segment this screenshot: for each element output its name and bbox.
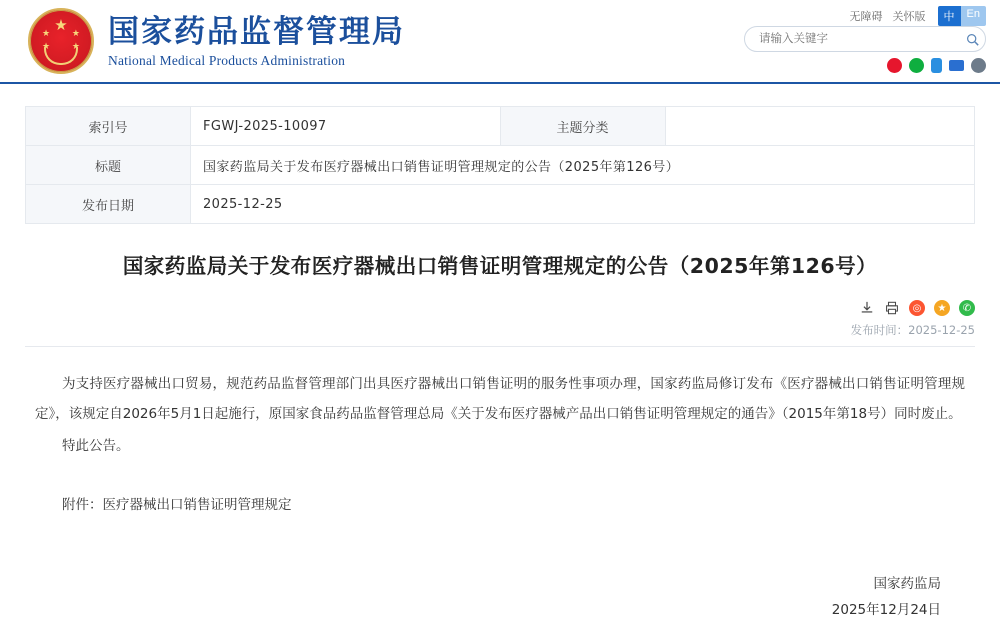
table-row — [26, 146, 975, 185]
search-icon[interactable] — [959, 26, 985, 52]
publish-time: 发布时间：2025-12-25 — [850, 323, 975, 337]
emblem-star-3: ★ — [42, 41, 51, 51]
document-meta-table — [25, 106, 975, 224]
agency-name-en: National Medical Products Administration — [108, 52, 346, 68]
site-header — [0, 0, 1000, 84]
download-icon[interactable] — [859, 300, 875, 316]
emblem-star-main: ★ — [54, 17, 68, 34]
emblem-gear-icon — [44, 47, 78, 65]
attachment-link[interactable]: 医疗器械出口销售证明管理规定 — [102, 497, 292, 513]
user-icon[interactable] — [971, 58, 986, 73]
site-brand[interactable] — [28, 8, 405, 74]
header-utility-links — [840, 6, 986, 26]
meta-value-category — [665, 107, 975, 146]
page-content — [0, 106, 1000, 623]
attachment-label: 附件： — [62, 497, 103, 513]
social-links — [887, 58, 986, 73]
mobile-icon[interactable] — [931, 58, 942, 73]
meta-value-index: FGWJ-2025-10097 — [191, 107, 501, 146]
brand-text — [108, 14, 405, 69]
meta-value-date: 2025-12-25 — [191, 185, 975, 224]
accessibility-link[interactable]: 无障碍 — [849, 11, 883, 23]
national-emblem-icon — [28, 8, 94, 74]
care-version-link[interactable]: 关怀版 — [892, 11, 926, 23]
meta-label-index: 索引号 — [26, 107, 191, 146]
attachment-row — [35, 491, 965, 519]
agency-name-cn: 国家药品监督管理局 — [108, 13, 405, 50]
search-bar[interactable] — [744, 26, 986, 52]
language-cn-button[interactable]: 中 — [938, 6, 961, 26]
weibo-icon[interactable] — [887, 58, 902, 73]
mail-icon[interactable] — [949, 60, 964, 71]
meta-label-title: 标题 — [26, 146, 191, 185]
print-icon[interactable] — [884, 300, 900, 316]
article-paragraph-2: 特此公告。 — [62, 438, 130, 454]
article-toolbar — [25, 298, 975, 318]
page-title: 国家药监局关于发布医疗器械出口销售证明管理规定的公告（2025年第126号） — [122, 254, 878, 278]
signature-date: 2025年12月24日 — [831, 602, 941, 618]
meta-label-date: 发布日期 — [26, 185, 191, 224]
signature-agency: 国家药监局 — [873, 576, 941, 592]
wechat-icon[interactable] — [909, 58, 924, 73]
share-favorite-icon[interactable]: ★ — [934, 300, 950, 316]
share-weibo-icon[interactable]: ◎ — [909, 300, 925, 316]
share-wechat-icon[interactable]: ✆ — [959, 300, 975, 316]
meta-value-title: 国家药监局关于发布医疗器械出口销售证明管理规定的公告（2025年第126号） — [191, 146, 975, 185]
meta-label-category: 主题分类 — [500, 107, 665, 146]
emblem-star-5: ★ — [71, 41, 80, 51]
table-row — [26, 107, 975, 146]
article-signoff — [35, 571, 965, 623]
emblem-star-4: ★ — [71, 28, 80, 38]
language-switcher[interactable] — [938, 6, 986, 26]
search-input[interactable] — [745, 32, 959, 46]
article-body — [35, 369, 965, 461]
table-row — [26, 185, 975, 224]
content-divider — [25, 346, 975, 347]
article-paragraph-1: 为支持医疗器械出口贸易，规范药品监督管理部门出具医疗器械出口销售证明的服务性事项办理，国家药监局修订发布《医疗器械出口销售证明管理规定》，该规定自2026年5月1日起施行，原国家食品药品监督管理总局《关于发布医疗器械产品出口销售证明管理规定的通告》（2015年第18号）同时废止。 — [35, 376, 965, 422]
emblem-star-2: ★ — [42, 28, 51, 38]
language-en-button[interactable]: En — [961, 6, 986, 26]
